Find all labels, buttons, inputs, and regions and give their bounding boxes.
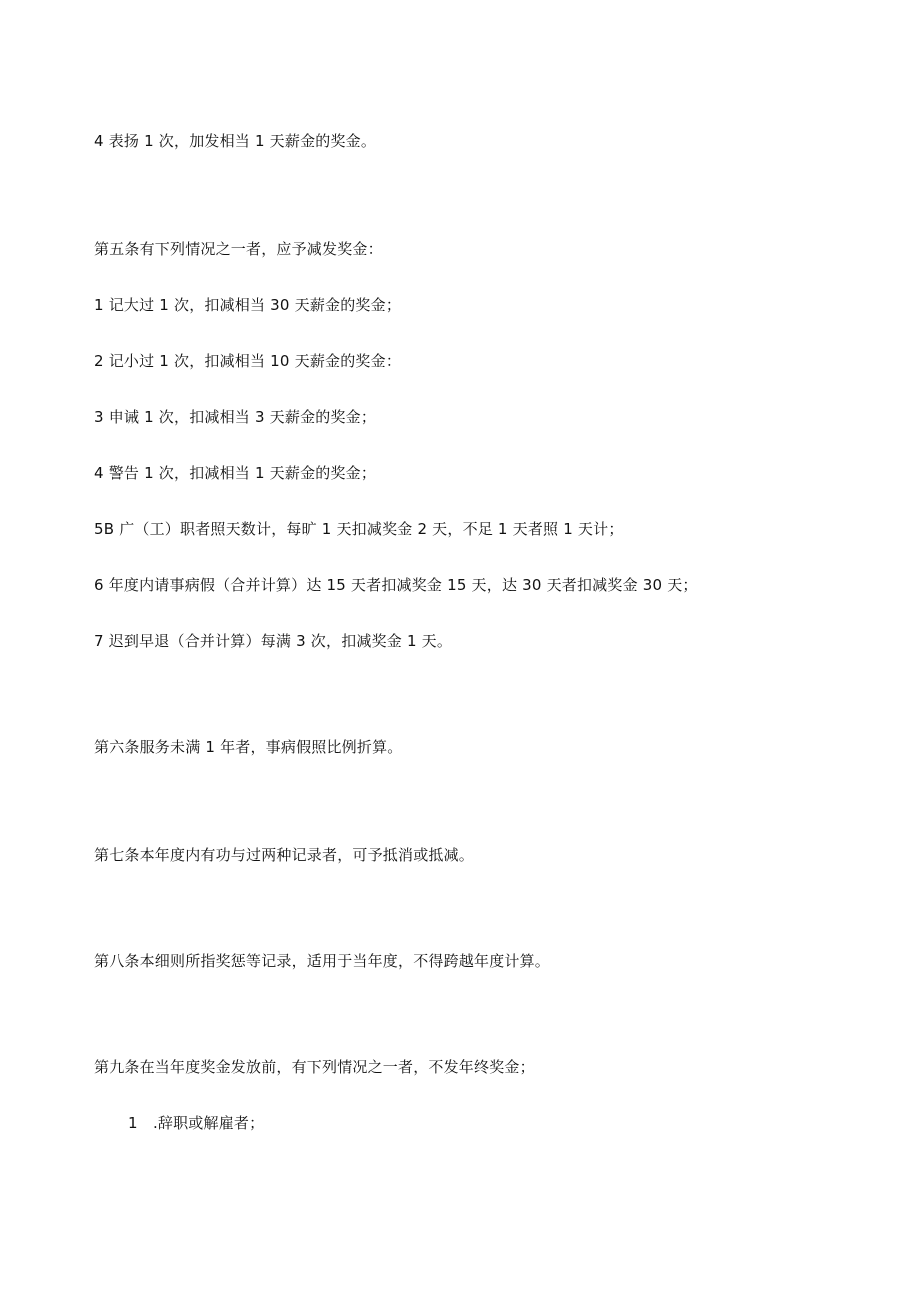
article-5-item-6: 6 年度内请事病假（合并计算）达 15 天者扣减奖金 15 天，达 30 天者扣减奖金 30 天； [94, 576, 698, 594]
article-9-heading: 第九条在当年度奖金发放前，有下列情况之一者，不发年终奖金； [94, 1058, 535, 1076]
article-5-item-1: 1 记大过 1 次，扣减相当 30 天薪金的奖金； [94, 296, 402, 314]
article-8: 第八条本细则所指奖惩等记录，适用于当年度，不得跨越年度计算。 [94, 952, 551, 970]
article-6: 第六条服务未满 1 年者，事病假照比例折算。 [94, 738, 403, 756]
article-5-item-5: 5B 广（工）职者照天数计，每旷 1 天扣减奖金 2 天，不足 1 天者照 1 天计； [94, 520, 624, 538]
paragraph-commendation: 4 表扬 1 次，加发相当 1 天薪金的奖金。 [94, 132, 377, 150]
article-5-item-3: 3 申诫 1 次，扣减相当 3 天薪金的奖金； [94, 408, 377, 426]
article-5-item-4: 4 警告 1 次，扣减相当 1 天薪金的奖金； [94, 464, 377, 482]
article-5-item-2: 2 记小过 1 次，扣减相当 10 天薪金的奖金： [94, 352, 402, 370]
article-7: 第七条本年度内有功与过两种记录者，可予抵消或抵减。 [94, 846, 475, 864]
article-5-heading: 第五条有下列情况之一者，应予减发奖金： [94, 240, 383, 258]
article-5-item-7: 7 迟到早退（合并计算）每满 3 次，扣减奖金 1 天。 [94, 632, 453, 650]
article-9-item-1: 1 .辞职或解雇者； [128, 1114, 265, 1132]
